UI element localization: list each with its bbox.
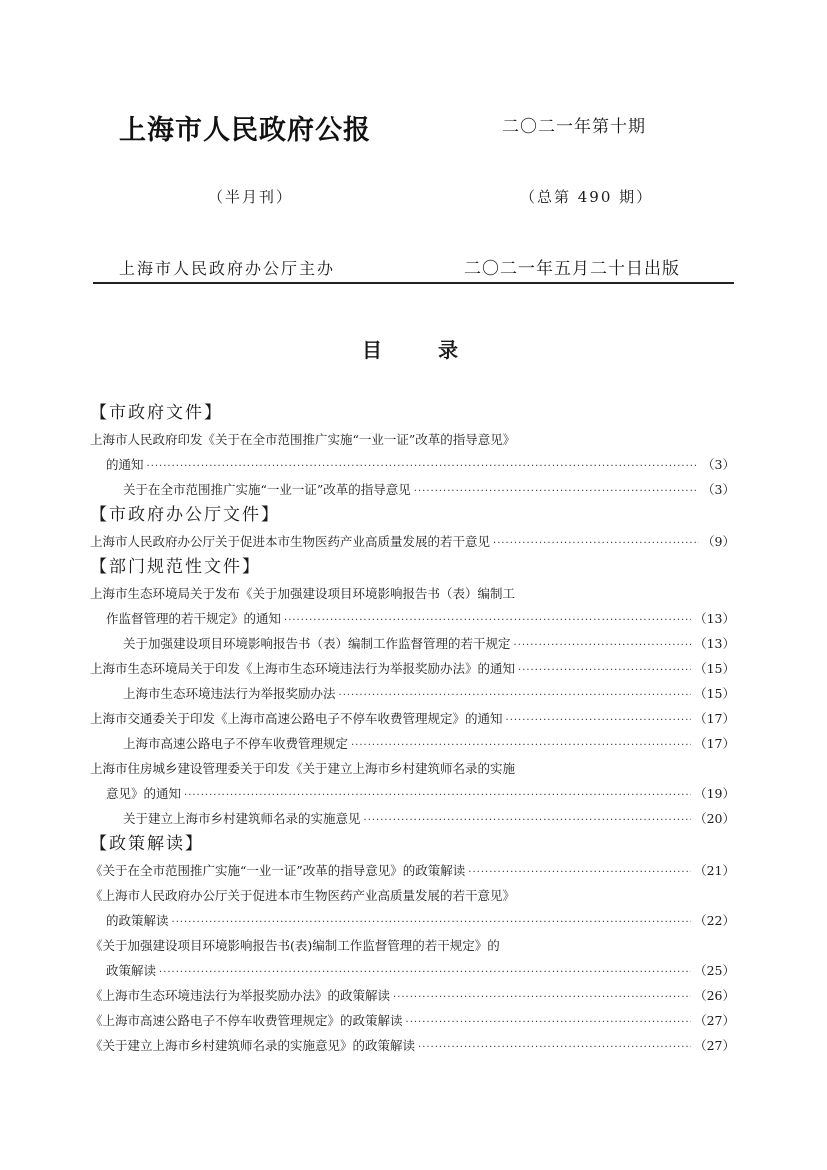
toc-entry-title: 上海市人民政府办公厅关于促进本市生物医药产业高质量发展的若干意见 <box>90 534 491 549</box>
toc-section-heading: 【市政府办公厅文件】 <box>90 505 280 525</box>
toc-title-right: 录 <box>438 338 458 362</box>
toc-title <box>362 334 458 363</box>
toc-entry-title: 《上海市高速公路电子不停车收费管理规定》的政策解读 <box>90 1013 403 1028</box>
dot-leader <box>284 608 691 633</box>
dot-leader <box>468 860 691 885</box>
toc-page-number: （3） <box>702 482 735 497</box>
toc-entry-title: 《关于建立上海市乡村建筑师名录的实施意见》的政策解读 <box>90 1038 416 1053</box>
dot-leader <box>184 783 691 808</box>
toc-entry[interactable] <box>90 731 735 756</box>
toc-entry-title: 《关于在全市范围推广实施“一业一证”改革的指导意见》的政策解读 <box>90 863 466 878</box>
toc-entry <box>90 427 735 452</box>
toc-entry-title: 政策解读 <box>106 963 157 978</box>
toc-entry <box>90 756 735 781</box>
toc-entry[interactable] <box>90 1008 735 1033</box>
toc-entry-title: 上海市高速公路电子不停车收费管理规定 <box>123 736 349 751</box>
toc-entry <box>90 581 735 606</box>
toc-entry[interactable] <box>90 706 735 731</box>
toc-page-number: （15） <box>694 661 735 676</box>
toc-section-heading: 【政策解读】 <box>90 834 204 854</box>
toc-entry-title: 《关于加强建设项目环境影响报告书(表)编制工作监督管理的若干规定》的 <box>90 938 500 953</box>
toc-page-number: （9） <box>702 534 735 549</box>
toc-entry-title: 的通知 <box>106 457 144 472</box>
gazette-title: 上海市人民政府公报 <box>119 115 371 146</box>
toc-page-number: （19） <box>694 786 735 801</box>
table-of-contents <box>90 400 735 1058</box>
toc-section-heading: 【市政府文件】 <box>90 403 223 423</box>
toc-entry[interactable] <box>90 681 735 706</box>
publish-date: 二〇二一年五月二十日出版 <box>464 259 680 279</box>
toc-entry[interactable] <box>90 858 735 883</box>
dot-leader <box>147 454 700 479</box>
issue-number: 二〇二一年第十期 <box>502 117 646 137</box>
publication-frequency: （半月刊） <box>208 188 294 206</box>
dot-leader <box>418 1035 691 1060</box>
toc-page-number: （3） <box>702 457 735 472</box>
toc-page-number: （20） <box>694 811 735 826</box>
toc-entry-title: 《上海市生态环境违法行为举报奖励办法》的政策解读 <box>90 988 391 1003</box>
toc-entry <box>90 933 735 958</box>
dot-leader <box>159 960 691 985</box>
header-divider <box>93 282 734 284</box>
toc-page-number: （22） <box>694 913 735 928</box>
dot-leader <box>172 910 692 935</box>
toc-page-number: （13） <box>694 611 735 626</box>
toc-entry-title: 的政策解读 <box>106 913 169 928</box>
dot-leader <box>518 658 691 683</box>
toc-entry[interactable] <box>90 781 735 806</box>
toc-page-number: （27） <box>694 1038 735 1053</box>
toc-entry[interactable] <box>90 806 735 831</box>
toc-entry[interactable] <box>90 983 735 1008</box>
toc-entry-title: 上海市生态环境局关于发布《关于加强建设项目环境影响报告书（表）编制工 <box>90 586 516 601</box>
toc-entry-title: 关于加强建设项目环境影响报告书（表）编制工作监督管理的若干规定 <box>123 636 511 651</box>
toc-entry-title: 《上海市人民政府办公厅关于促进本市生物医药产业高质量发展的若干意见》 <box>90 888 516 903</box>
toc-entry[interactable] <box>90 606 735 631</box>
dot-leader <box>406 1010 692 1035</box>
toc-page-number: （17） <box>694 711 735 726</box>
toc-page-number: （17） <box>694 736 735 751</box>
toc-page-number: （27） <box>694 1013 735 1028</box>
toc-entry-title: 上海市住房城乡建设管理委关于印发《关于建立上海市乡村建筑师名录的实施 <box>90 761 516 776</box>
toc-entry[interactable] <box>90 452 735 477</box>
dot-leader <box>514 633 692 658</box>
toc-page-number: （21） <box>694 863 735 878</box>
toc-entry-title: 上海市生态环境局关于印发《上海市生态环境违法行为举报奖励办法》的通知 <box>90 661 516 676</box>
dot-leader <box>339 683 692 708</box>
toc-entry[interactable] <box>90 908 735 933</box>
dot-leader <box>393 985 691 1010</box>
toc-entry[interactable] <box>90 477 735 502</box>
toc-entry[interactable] <box>90 958 735 983</box>
dot-leader <box>414 479 699 504</box>
dot-leader <box>364 808 692 833</box>
toc-entry[interactable] <box>90 631 735 656</box>
toc-page-number: （25） <box>694 963 735 978</box>
toc-entry[interactable] <box>90 656 735 681</box>
toc-page-number: （13） <box>694 636 735 651</box>
toc-entry[interactable] <box>90 529 735 554</box>
toc-page-number: （15） <box>694 686 735 701</box>
dot-leader <box>351 733 691 758</box>
toc-section-heading: 【部门规范性文件】 <box>90 557 261 577</box>
toc-entry-title: 关于在全市范围推广实施“一业一证”改革的指导意见 <box>123 482 411 497</box>
dot-leader <box>493 531 699 556</box>
total-issue-number: （总第 490 期） <box>520 188 654 206</box>
toc-entry-title: 上海市人民政府印发《关于在全市范围推广实施“一业一证”改革的指导意见》 <box>90 432 516 447</box>
toc-entry-title: 意见》的通知 <box>106 786 182 801</box>
toc-title-left: 目 <box>362 338 382 362</box>
toc-entry-title: 上海市交通委关于印发《上海市高速公路电子不停车收费管理规定》的通知 <box>90 711 503 726</box>
toc-page-number: （26） <box>694 988 735 1003</box>
toc-entry-title: 上海市生态环境违法行为举报奖励办法 <box>123 686 336 701</box>
toc-entry-title: 关于建立上海市乡村建筑师名录的实施意见 <box>123 811 361 826</box>
dot-leader <box>506 708 692 733</box>
toc-entry <box>90 883 735 908</box>
toc-entry-title: 作监督管理的若干规定》的通知 <box>106 611 282 626</box>
toc-entry[interactable] <box>90 1033 735 1058</box>
sponsor: 上海市人民政府办公厅主办 <box>119 259 336 278</box>
